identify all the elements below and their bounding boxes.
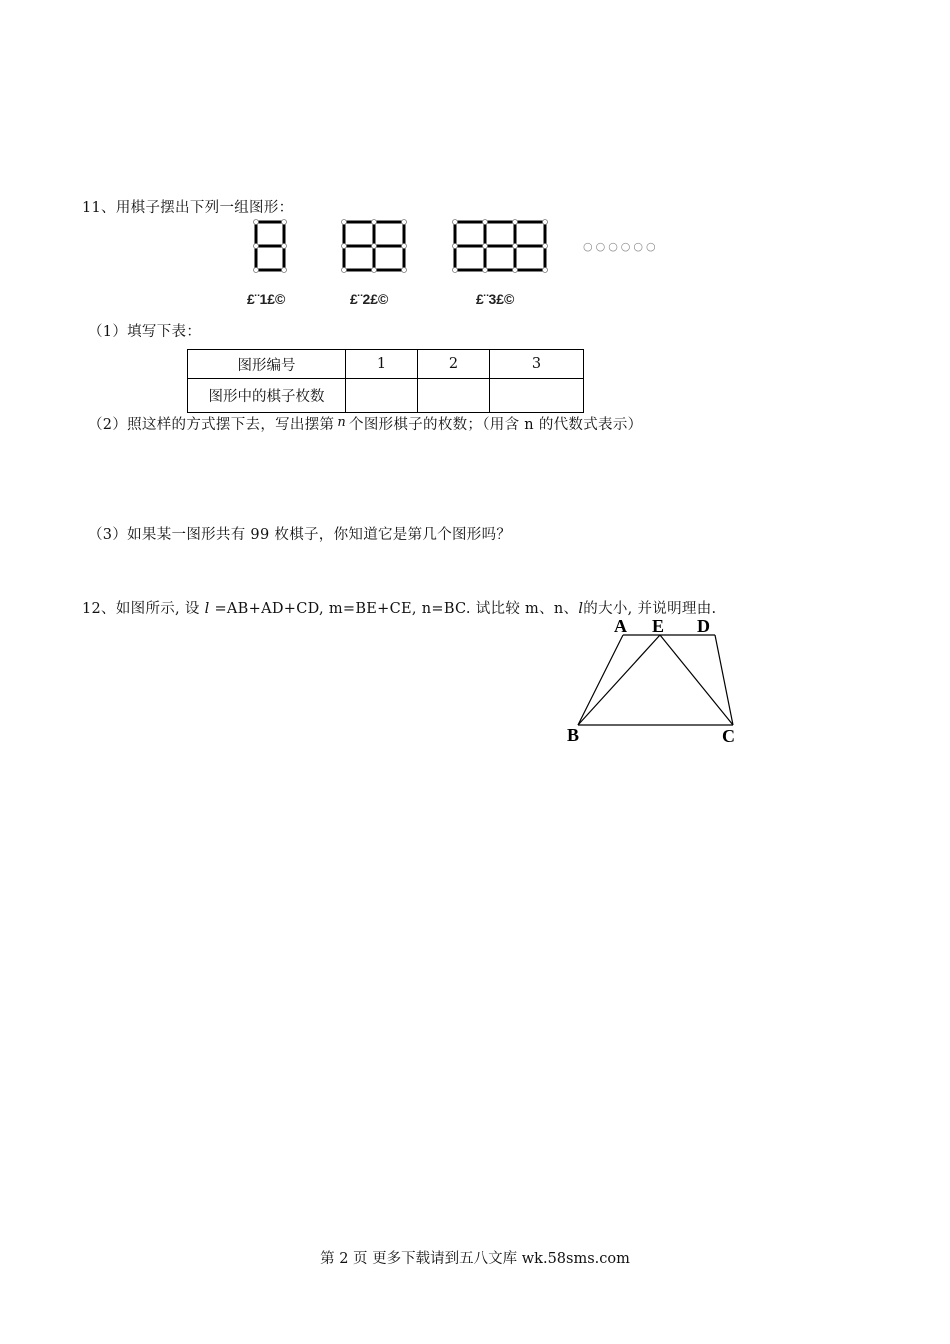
variable-l: l: [578, 601, 584, 617]
figure-caption-2: £¨2£©: [350, 291, 389, 307]
vertex-label-c: C: [722, 726, 735, 746]
trapezoid-figure: [560, 614, 750, 746]
vertex-label-d: D: [697, 616, 710, 636]
q11-part1: （1）填写下表：: [88, 324, 202, 340]
table-cell: 2: [418, 350, 490, 379]
q11-title: 11、用棋子摆出下列一组图形：: [82, 200, 294, 216]
figure-caption-1: £¨1£©: [247, 291, 286, 307]
table-cell: 图形中的棋子枚数: [188, 379, 346, 413]
chess-figure-1: [252, 218, 292, 278]
table-row: [188, 350, 584, 379]
figure-caption-3: £¨3£©: [476, 291, 515, 307]
variable-l: l: [204, 601, 210, 617]
q11-part2: [88, 413, 642, 434]
vertex-label-b: B: [567, 725, 580, 745]
vertex-label-e: E: [652, 616, 665, 636]
chess-figure-3: [451, 218, 551, 278]
table-row: [188, 379, 584, 413]
table-cell: 1: [346, 350, 418, 379]
table-cell-answer-3[interactable]: [490, 379, 584, 413]
q11-part2-before: （2）照这样的方式摆下去，写出摆第: [88, 417, 335, 433]
page-footer: 第 2 页 更多下载请到五八文库 wk.58sms.com: [320, 1251, 630, 1267]
answer-table: [187, 349, 584, 413]
vertex-label-a: A: [614, 616, 627, 636]
figure-ellipsis: ○○○○○○: [583, 240, 659, 253]
q11-part3: （3）如果某一图形共有 99 枚棋子，你知道它是第几个图形吗？: [88, 527, 512, 543]
chess-figure-2: [340, 218, 410, 278]
q12-text-before: 12、如图所示, 设: [82, 601, 200, 617]
q12-text-mid: =AB+AD+CD, m=BE+CE, n=BC. 试比较 m、n、: [214, 601, 579, 617]
q12-text-after: 的大小, 并说明理由.: [583, 601, 717, 617]
variable-n: n: [337, 415, 347, 430]
q11-part2-after: 个图形棋子的枚数；（用含 n 的代数式表示）: [349, 417, 643, 433]
table-cell-answer-2[interactable]: [418, 379, 490, 413]
table-cell-answer-1[interactable]: [346, 379, 418, 413]
table-cell: 3: [490, 350, 584, 379]
table-cell: 图形编号: [188, 350, 346, 379]
